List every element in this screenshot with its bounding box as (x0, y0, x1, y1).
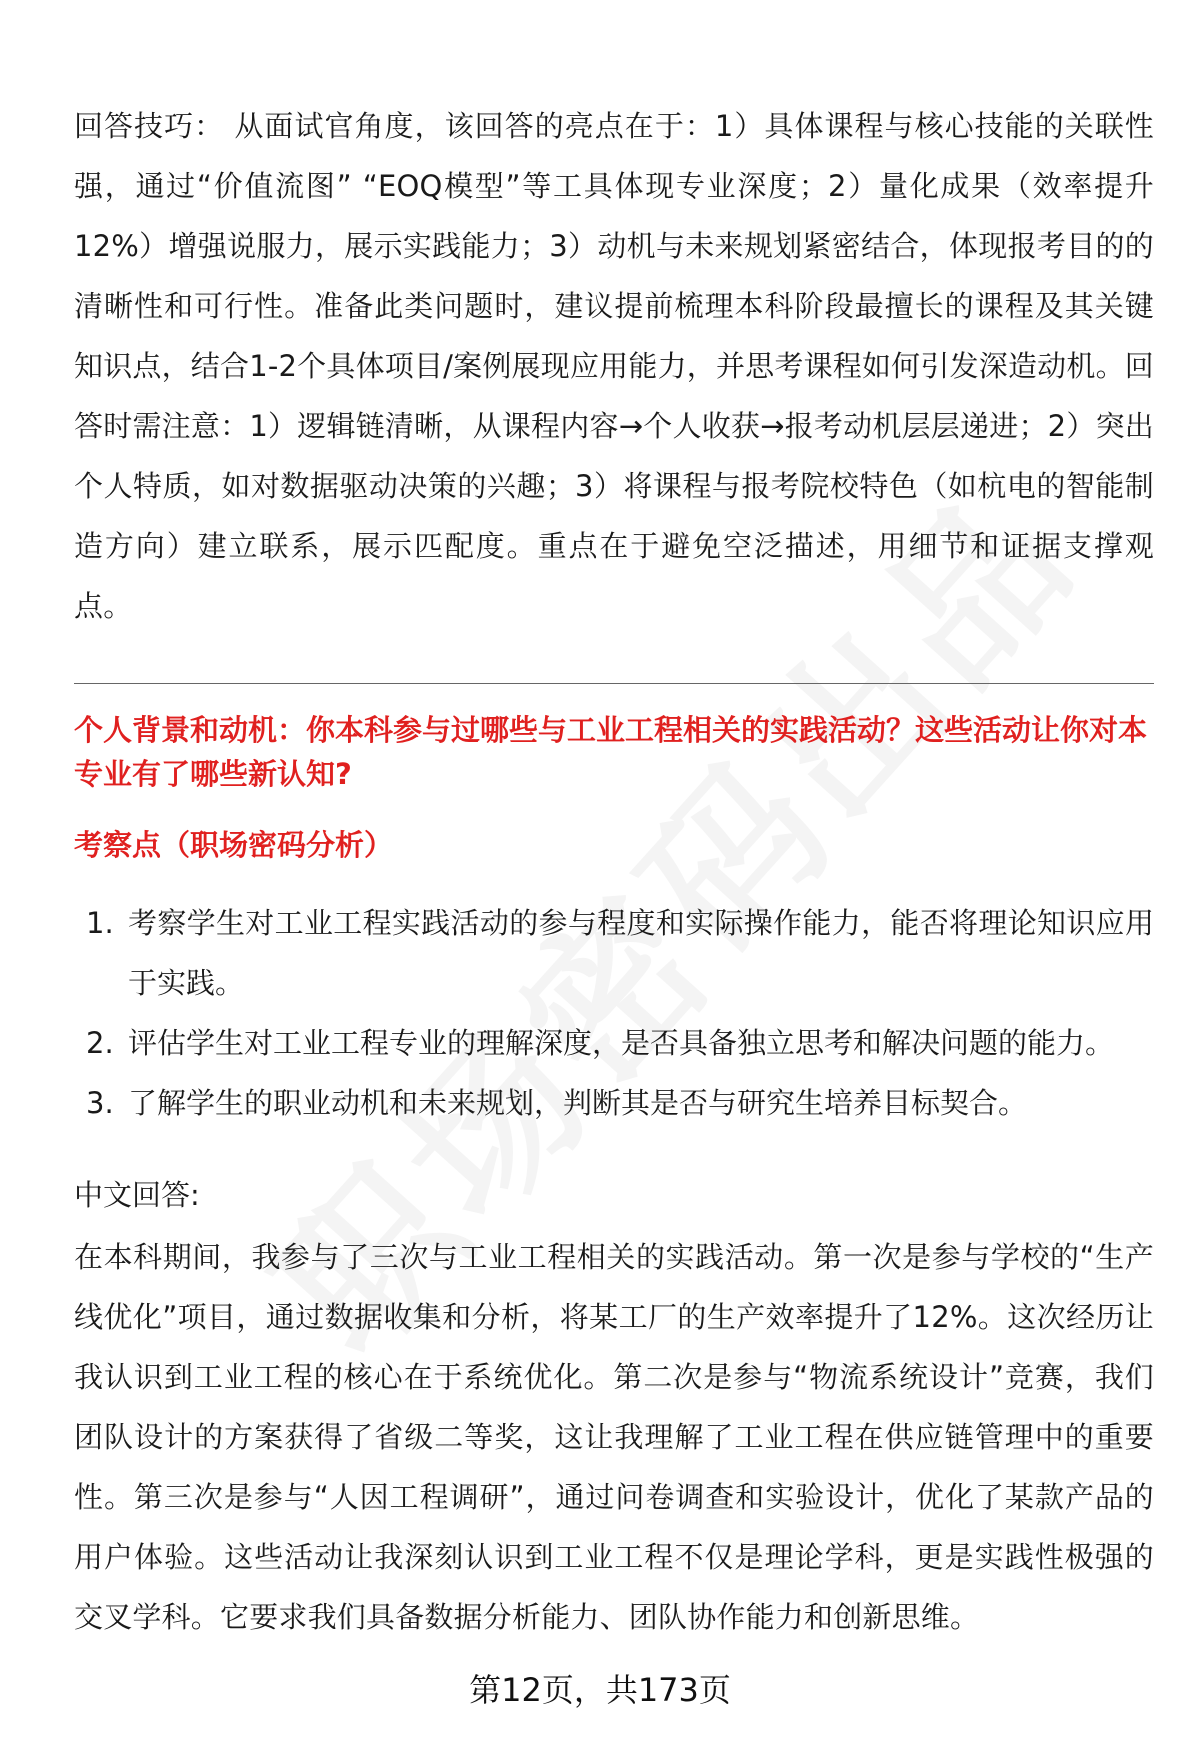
list-item-number: 2. (86, 1026, 114, 1060)
list-item-text: 考察学生对工业工程实践活动的参与程度和实际操作能力，能否将理论知识应用于实践。 (128, 906, 1154, 1000)
list-item-text: 评估学生对工业工程专业的理解深度，是否具备独立思考和解决问题的能力。 (128, 1026, 1115, 1060)
assessment-heading: 考察点（职场密码分析） (74, 828, 394, 862)
tips-section (74, 96, 1154, 636)
answer-paragraph: 在本科期间，我参与了三次与工业工程相关的实践活动。第一次是参与学校的“生产线优化”项目，通过数据收集和分析，将某工厂的生产效率提升了12%。这次经历让我认识到工业工程的核心在于系统优化。第二次是参与“物流系统设计”竞赛，我们团队设计的方案获得了省级二等奖，这让我理解了工业工程在供应链管理中的重要性。第三次是参与“人因工程调研”，通过问卷调查和实验设计，优化了某款产品的用户体验。这些活动让我深刻认识到工业工程不仅是理论学科，更是实践性极强的交叉学科。它要求我们具备数据分析能力、团队协作能力和创新思维。 (74, 1240, 1154, 1634)
tips-paragraph: 回答技巧： 从面试官角度，该回答的亮点在于：1）具体课程与核心技能的关联性强，通过“价值流图” “EOQ模型”等工具体现专业深度；2）量化成果（效率提升12%）增强说服力，展示实践能力；3）动机与未来规划紧密结合，体现报考目的的清晰性和可行性。准备此类问题时，建议提前梳理本科阶段最擅长的课程及其关键知识点，结合1-2个具体项目/案例展现应用能力，并思考课程如何引发深造动机。回答时需注意：1）逻辑链清晰，从课程内容→个人收获→报考动机层层递进；2）突出个人特质，如对数据驱动决策的兴趣；3）将课程与报考院校特色（如杭电的智能制造方向）建立联系，展示匹配度。重点在于避免空泛描述，用细节和证据支撑观点。 (74, 109, 1154, 623)
list-item (74, 1013, 1154, 1073)
question-heading: 个人背景和动机：你本科参与过哪些与工业工程相关的实践活动？这些活动让你对本专业有了哪些新认知? (74, 713, 1148, 791)
page-number: 第12页，共173页 (469, 1671, 731, 1709)
answer-label: 中文回答: (74, 1178, 200, 1212)
list-item-text: 了解学生的职业动机和未来规划，判断其是否与研究生培养目标契合。 (128, 1086, 1028, 1120)
section-divider (74, 683, 1154, 684)
list-item-number: 3. (86, 1086, 114, 1120)
list-item (74, 893, 1154, 1013)
list-item-number: 1. (86, 906, 114, 940)
assessment-list (74, 893, 1154, 1133)
list-item (74, 1073, 1154, 1133)
answer-section (74, 1227, 1154, 1647)
